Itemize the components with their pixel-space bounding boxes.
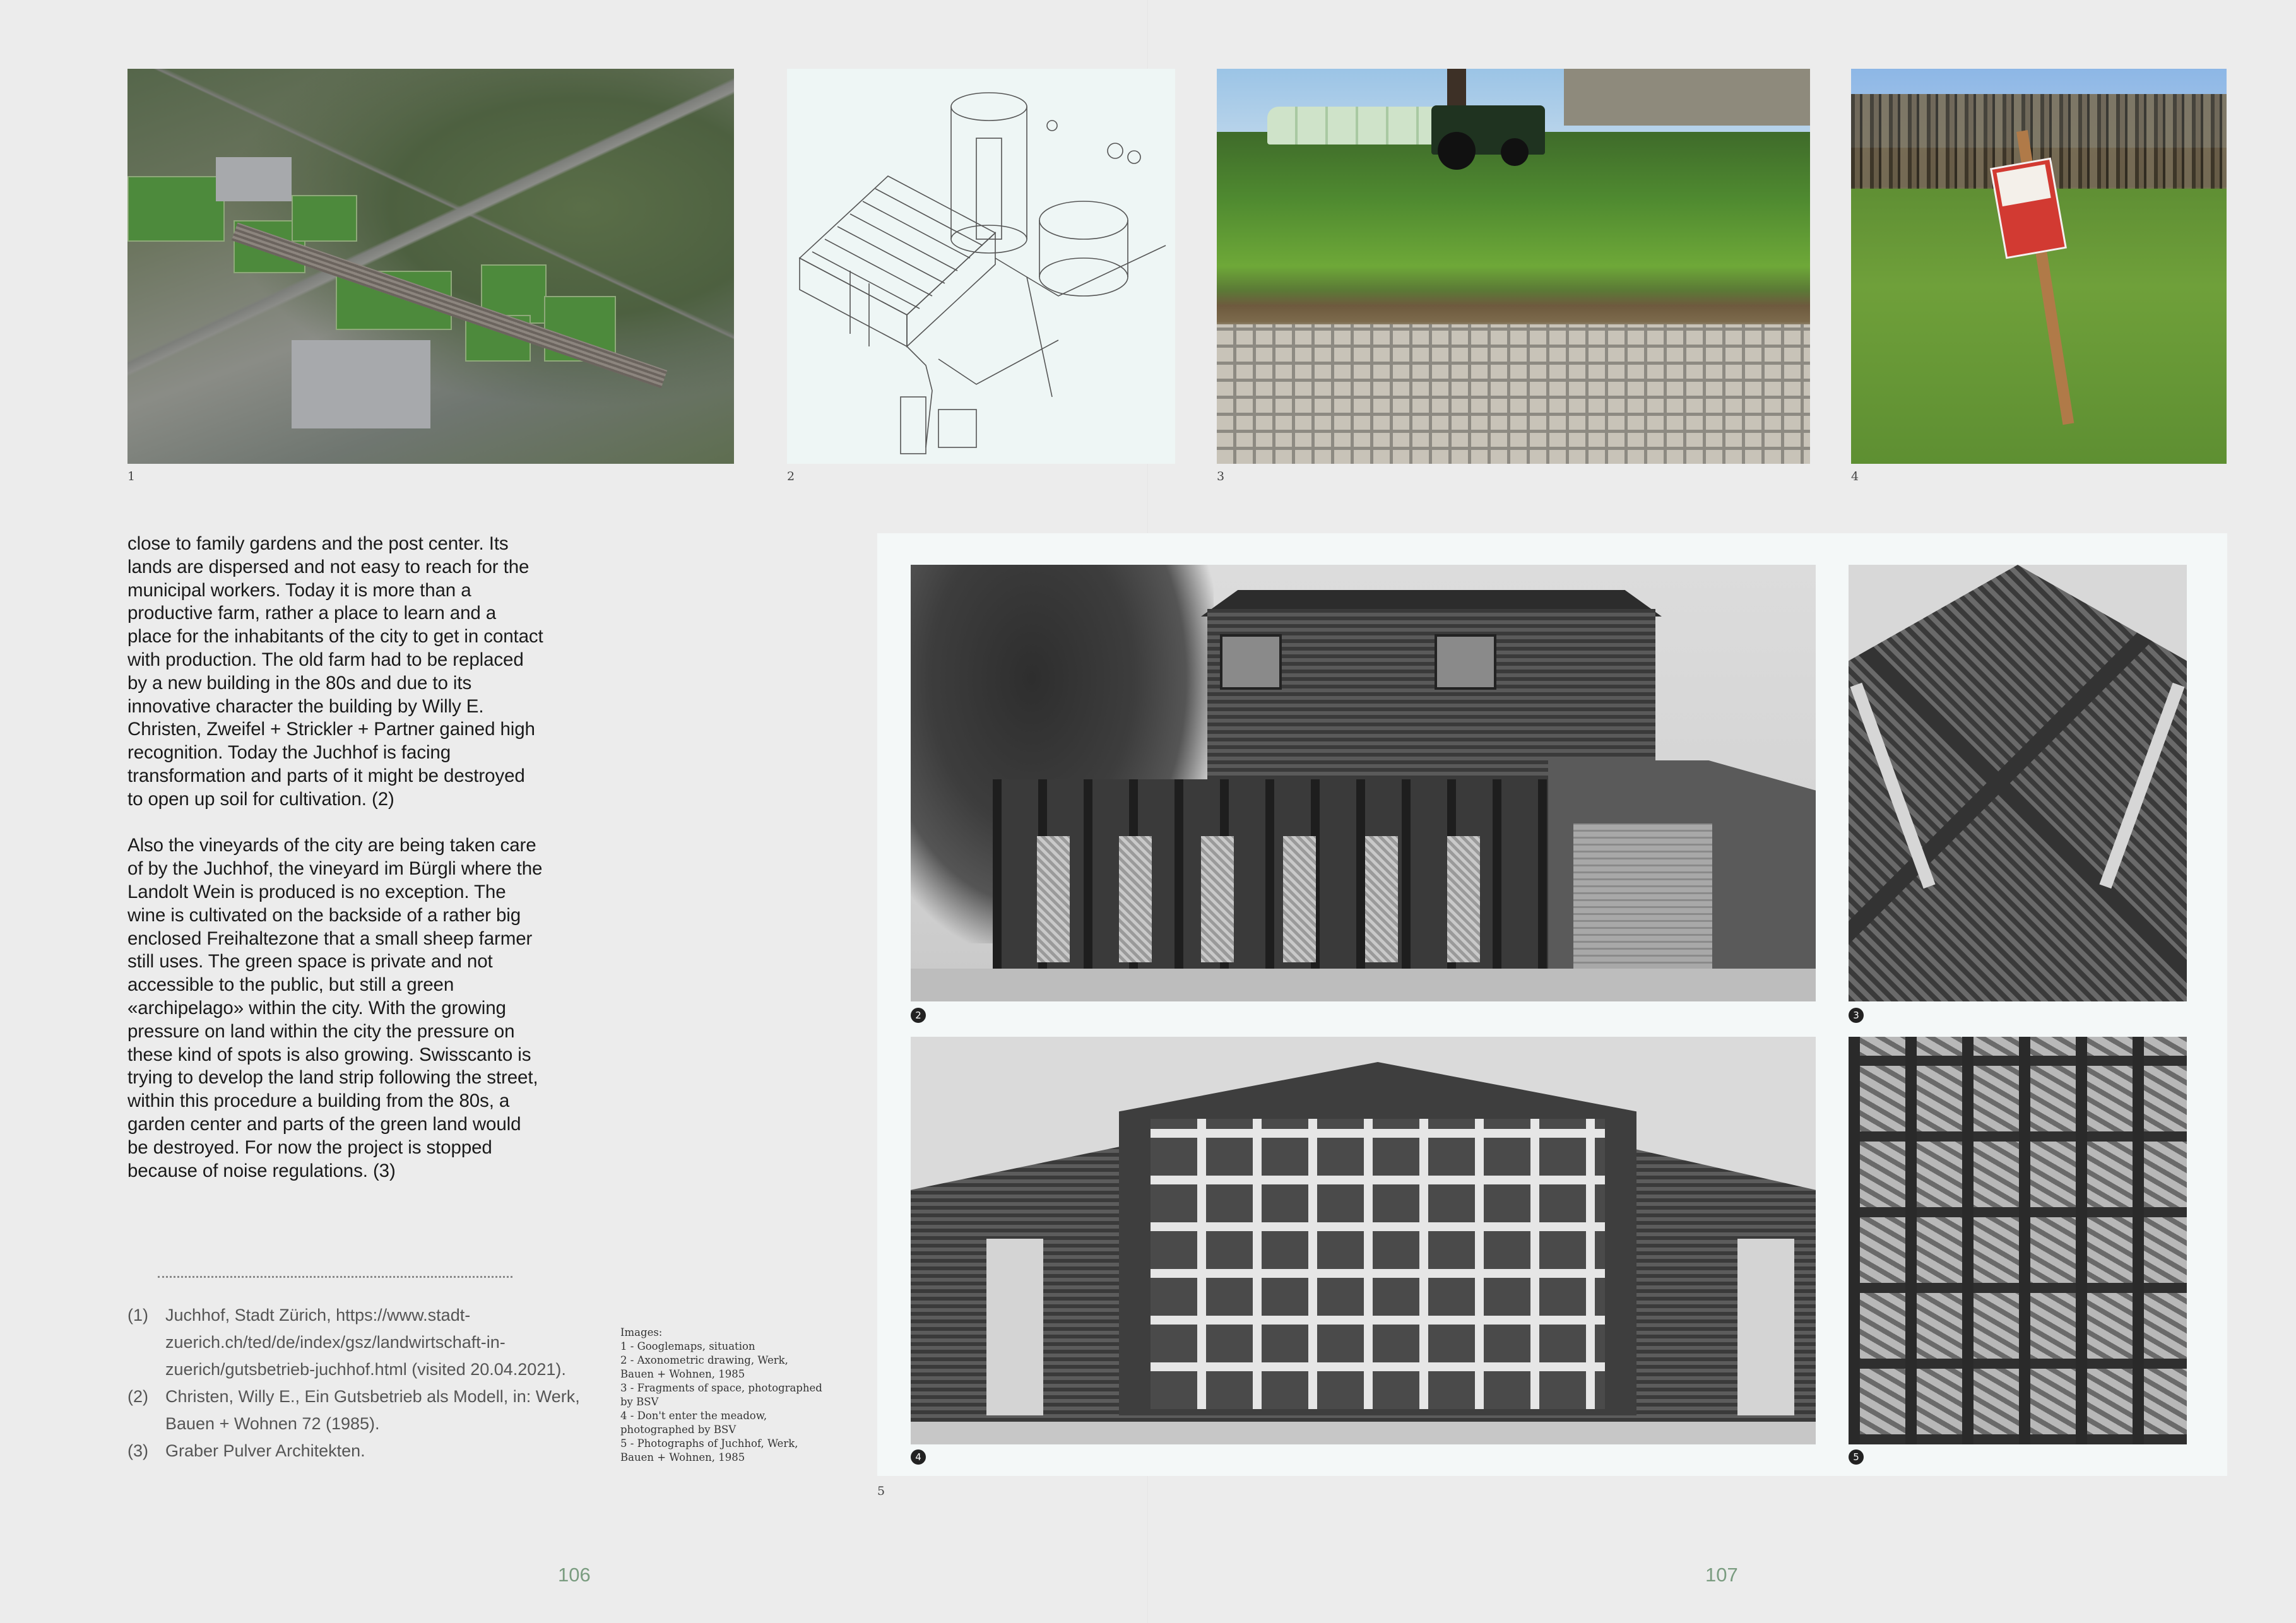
facade-panel xyxy=(1119,836,1152,962)
sports-field xyxy=(292,195,357,242)
meadow-tractor-photo xyxy=(1217,69,1810,464)
footnote xyxy=(127,1437,582,1465)
credit-line: 1 - Googlemaps, situation xyxy=(620,1340,755,1352)
page-number-left: 106 xyxy=(558,1564,591,1586)
footnote xyxy=(127,1383,582,1437)
juchhof-gable-photo xyxy=(911,1037,1816,1444)
juchhof-elevation-photo xyxy=(911,565,1816,1001)
axonometric-drawing-image xyxy=(787,69,1175,464)
juchhof-photo-plate xyxy=(877,533,2227,1476)
credit-line: 4 - Don't enter the meadow, photographed by BSV xyxy=(620,1410,767,1436)
side-panel xyxy=(986,1239,1043,1415)
paragraph: Also the vineyards of the city are being taken care of by the Juchhof, the vineyard im Bürgli where the Landolt Wein is produced is no exception. The wine is cultivated on the backside of a rather big enclosed Freihaltezone that a small sheep farmer still uses. The green space is private and not accessible to the public, but still a green «archipelago» within the city. With the growing pressure on land within the city the pressure on these kind of spots is also growing. Swisscanto is trying to develop the land strip following the street, within this procedure a building from the 80s, a garden center and parts of the green land would be destroyed. For now the project is stopped because of noise regulations. (3) xyxy=(127,835,543,1181)
timber-frame-photo xyxy=(1849,1037,2187,1444)
facade-panel xyxy=(1037,836,1070,962)
farmhouse xyxy=(1564,69,1810,126)
body-text xyxy=(127,533,544,1206)
image-caption-number: 3 xyxy=(1217,469,1225,483)
footnote-text: Juchhof, Stadt Zürich, https://www.stadt-zuerich.ch/ted/de/index/gsz/landwirtschaft-in-zuerich/gutsbetrieb-juchhof.html (visited 20.04.2021). xyxy=(165,1306,566,1379)
facade-panel xyxy=(1365,836,1398,962)
aerial-map-image xyxy=(127,69,734,464)
footnote-divider xyxy=(158,1276,512,1278)
ground xyxy=(911,969,1816,1001)
tractor-wheel xyxy=(1438,132,1476,170)
building-roof xyxy=(216,157,292,201)
image-credits xyxy=(620,1326,822,1465)
image-caption-number: 5 xyxy=(877,1484,885,1498)
footnote-number: (3) xyxy=(127,1441,148,1460)
footnote xyxy=(127,1302,582,1383)
building-roof xyxy=(292,340,430,428)
image-caption-number: 4 xyxy=(1851,469,1859,483)
hay-bales xyxy=(1267,107,1450,145)
facade-panel xyxy=(1447,836,1480,962)
window xyxy=(1435,634,1496,690)
footnote-number: (2) xyxy=(127,1387,148,1406)
credit-line: 5 - Photographs of Juchhof, Werk, Bauen + Wohnen, 1985 xyxy=(620,1437,798,1463)
facade-panel xyxy=(1283,836,1316,962)
credit-line: 3 - Fragments of space, photographed by BSV xyxy=(620,1382,822,1408)
meadow-sign-photo xyxy=(1851,69,2227,464)
timber-frame xyxy=(1849,1037,2187,1444)
footnote-number: (1) xyxy=(127,1306,148,1325)
axonometric-drawing xyxy=(787,69,1175,464)
tractor-wheel xyxy=(1501,138,1529,166)
garage-door xyxy=(1573,823,1712,969)
photo-badge: 4 xyxy=(911,1449,926,1465)
page-number-right: 107 xyxy=(1705,1564,1738,1586)
image-caption-number: 2 xyxy=(787,469,795,483)
footnote-text: Graber Pulver Architekten. xyxy=(165,1441,365,1460)
sports-field xyxy=(127,176,225,242)
side-panel xyxy=(1737,1239,1794,1415)
window xyxy=(1220,634,1282,690)
credit-line: 2 - Axonometric drawing, Werk, Bauen + Wohnen, 1985 xyxy=(620,1354,788,1380)
credits-heading: Images: xyxy=(620,1326,663,1338)
footnotes xyxy=(127,1302,582,1465)
photo-badge: 3 xyxy=(1849,1008,1864,1023)
footnote-text: Christen, Willy E., Ein Gutsbetrieb als Modell, in: Werk, Bauen + Wohnen 72 (1985). xyxy=(165,1387,580,1433)
timber-grid xyxy=(1151,1119,1605,1409)
facade-panel xyxy=(1201,836,1234,962)
photo-badge: 2 xyxy=(911,1008,926,1023)
grass-pavers xyxy=(1217,324,1810,464)
paragraph: close to family gardens and the post center. Its lands are dispersed and not easy to reach for the municipal workers. Today it is more than a productive farm, rather a place to learn and a place for the inhabitants of the city to get in contact with production. The old farm had to be replaced by a new building in the 80s and due to its innovative character the building by Willy E. Christen, Zweifel + Strickler + Partner gained high recognition. Today the Juchhof is facing transformation and parts of it might be destroyed to open up soil for cultivation. (2) xyxy=(127,533,543,810)
roof-detail-photo xyxy=(1849,565,2187,1001)
image-caption-number: 1 xyxy=(127,469,136,483)
ground xyxy=(911,1422,1816,1444)
photo-badge: 5 xyxy=(1849,1449,1864,1465)
